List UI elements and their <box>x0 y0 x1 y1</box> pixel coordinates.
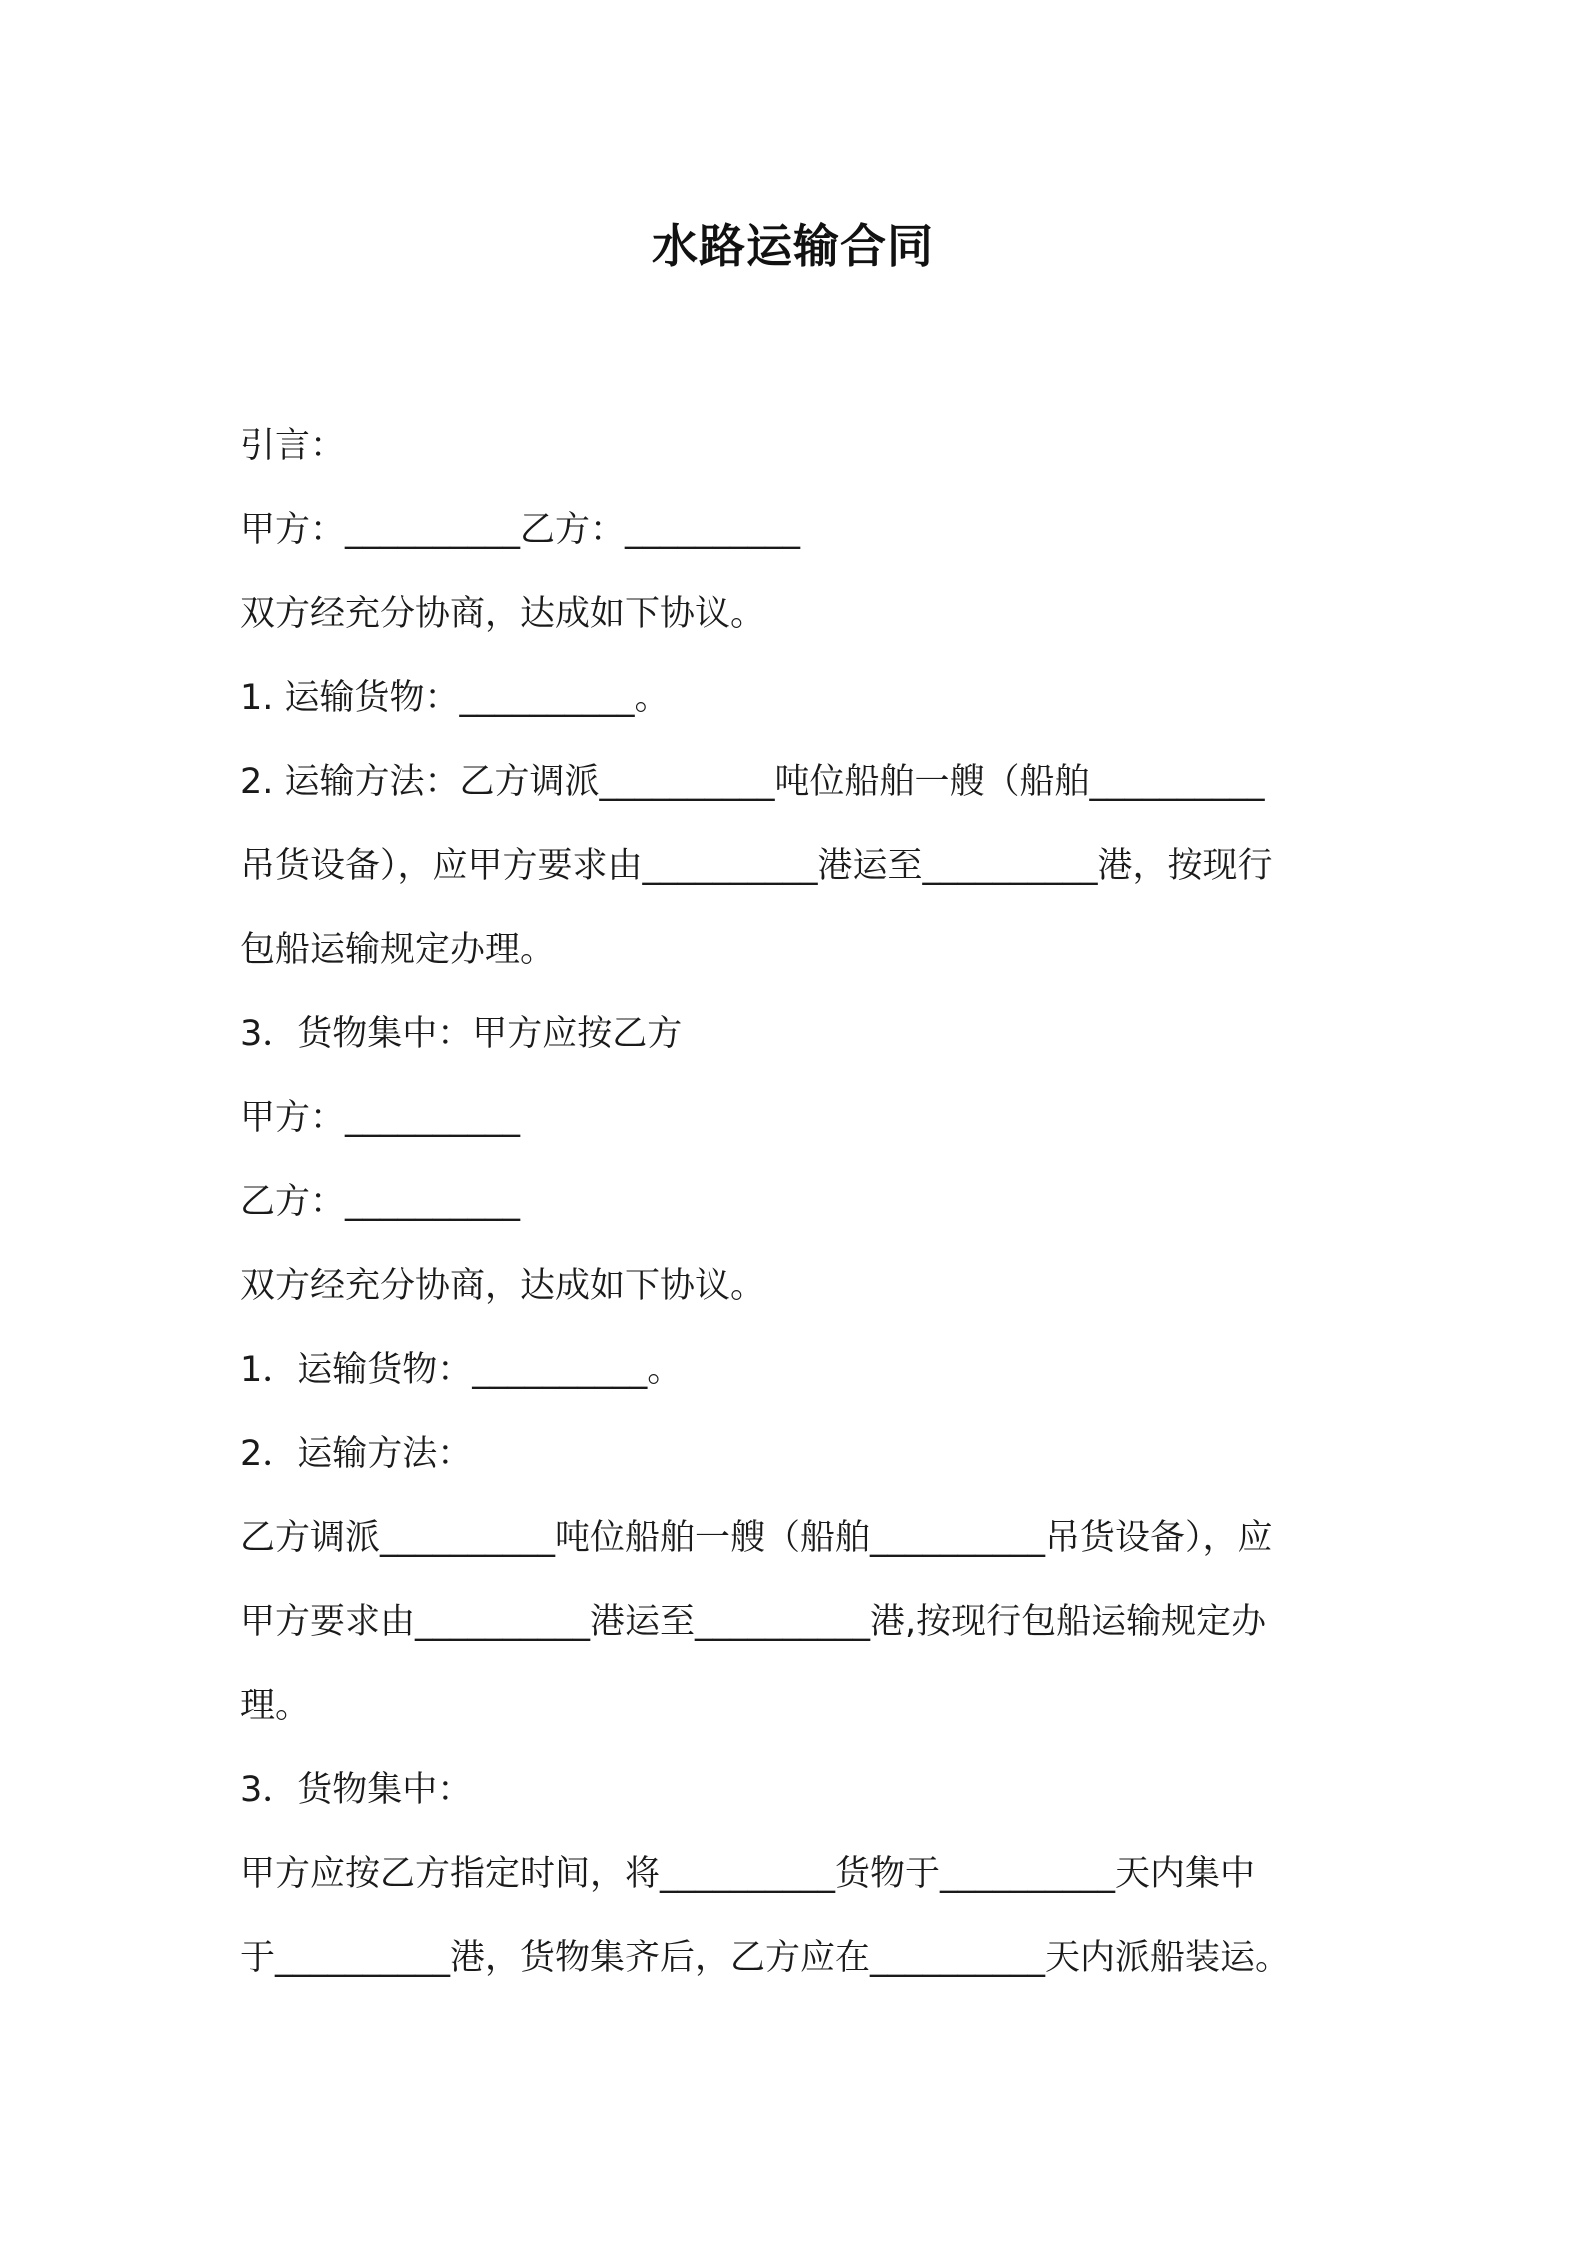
parties-line: 甲方：__________乙方：__________ <box>240 510 801 550</box>
party-a-line: 甲方：__________ <box>240 1098 521 1138</box>
clause-method-heading-2: 2．运输方法： <box>240 1434 473 1474</box>
document-title: 水路运输合同 <box>652 219 934 273</box>
clause-concentration-2-line-2: 于__________港，货物集齐后，乙方应在__________天内派船装运。 <box>240 1938 1291 1978</box>
clause-method-line-1: 2. 运输方法：乙方调派__________吨位船舶一艘（船舶__________ <box>240 762 1265 802</box>
clause-method-line-2: 吊货设备），应甲方要求由__________港运至__________港，按现行 <box>240 846 1273 886</box>
clause-method-2-line-3: 理。 <box>240 1686 311 1726</box>
clause-cargo: 1. 运输货物：__________。 <box>240 678 670 718</box>
document-body <box>240 404 1360 2000</box>
agreement-line: 双方经充分协商，达成如下协议。 <box>240 594 766 634</box>
clause-cargo-2: 1．运输货物：__________。 <box>240 1350 683 1390</box>
agreement-line-2: 双方经充分协商，达成如下协议。 <box>240 1266 766 1306</box>
clause-method-line-3: 包船运输规定办理。 <box>240 930 556 970</box>
clause-concentration-2-line-1: 甲方应按乙方指定时间，将__________货物于__________天内集中 <box>240 1854 1256 1894</box>
party-b-line: 乙方：__________ <box>240 1182 521 1222</box>
clause-method-2-line-1: 乙方调派__________吨位船舶一艘（船舶__________吊货设备），应 <box>240 1518 1273 1558</box>
clause-concentration-heading-2: 3．货物集中： <box>240 1770 473 1810</box>
clause-method-2-line-2: 甲方要求由__________港运至__________港,按现行包船运输规定办 <box>240 1602 1267 1642</box>
intro-line: 引言： <box>240 426 346 466</box>
clause-concentration: 3．货物集中：甲方应按乙方 <box>240 1014 683 1054</box>
